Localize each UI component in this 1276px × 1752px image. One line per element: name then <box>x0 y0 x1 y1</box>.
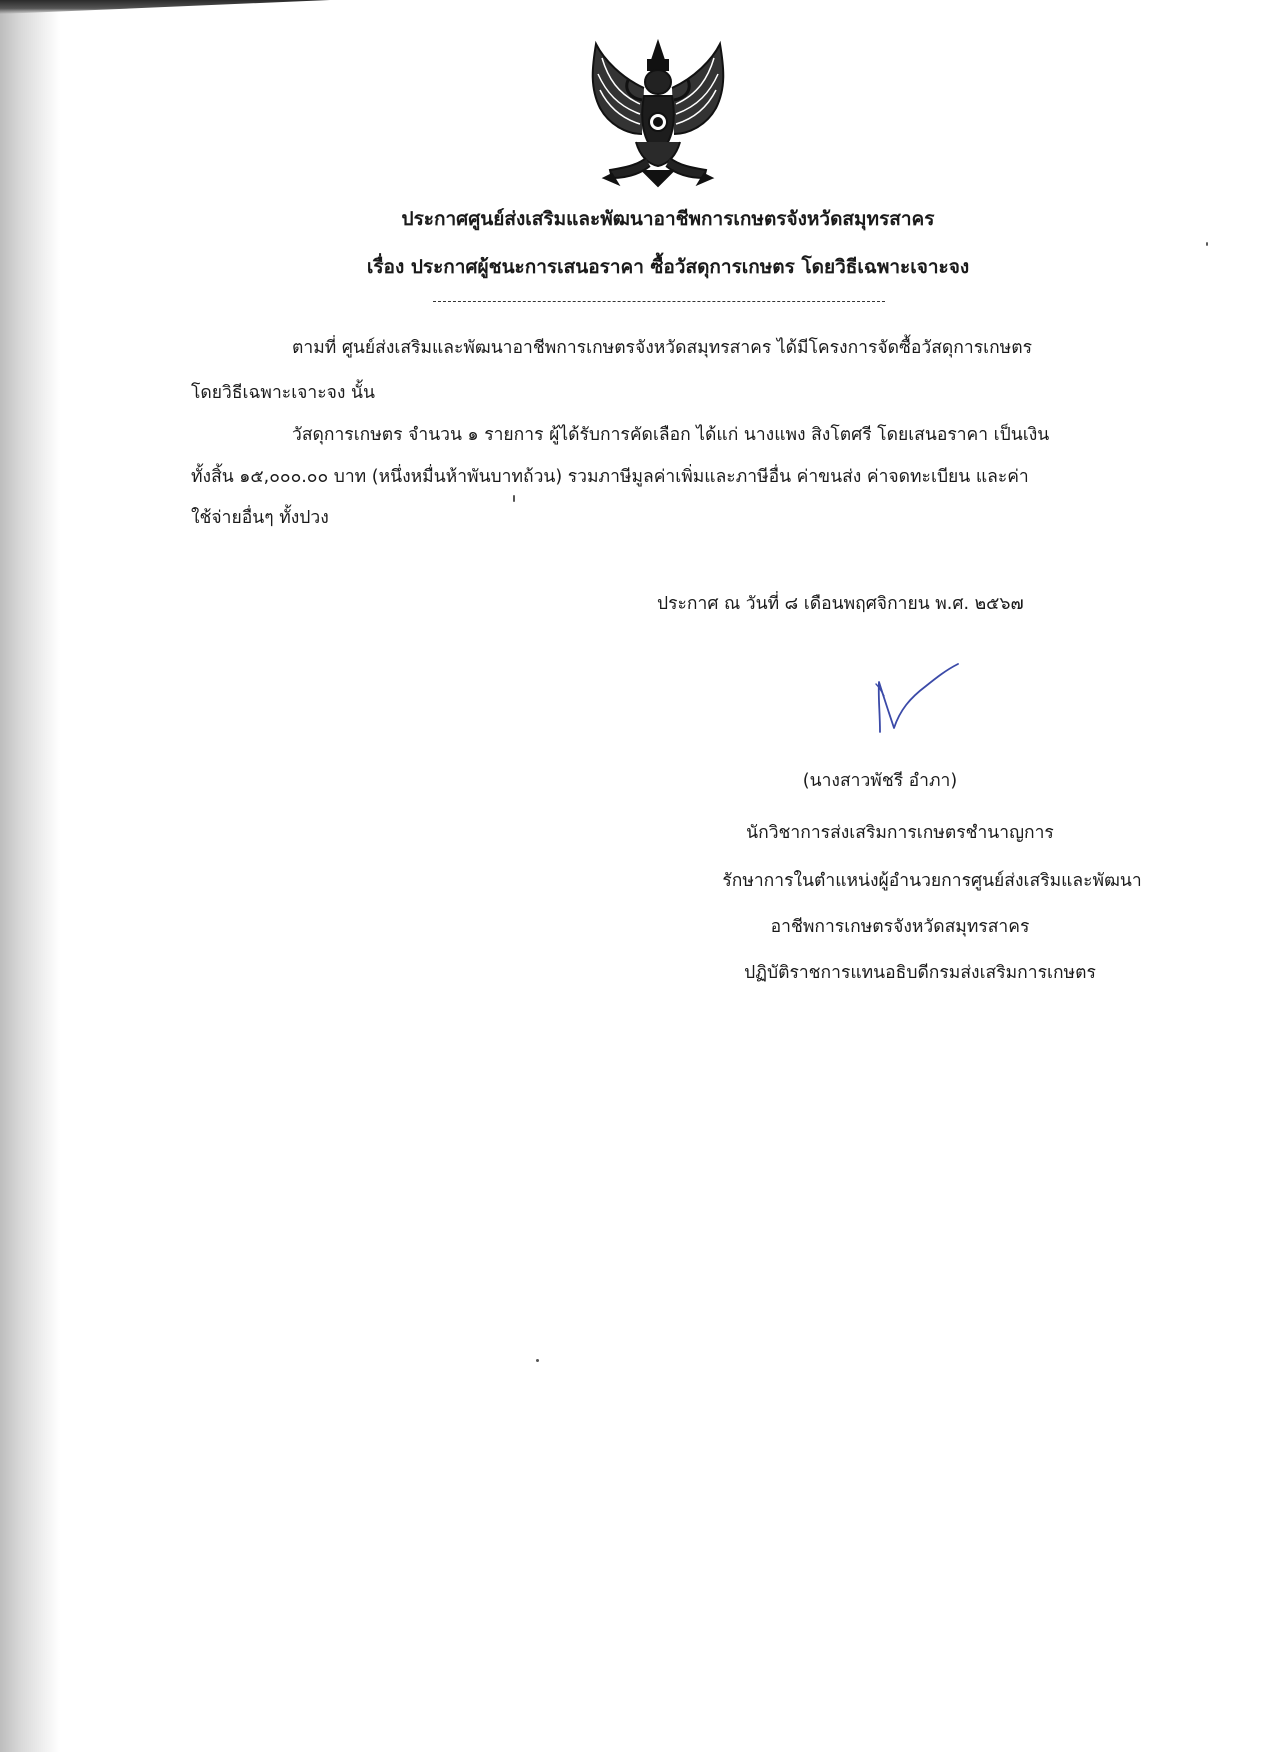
signatory-on-behalf: ปฏิบัติราชการแทนอธิบดีกรมส่งเสริมการเกษตร <box>744 963 1096 983</box>
announcement-date: ประกาศ ณ วันที่ ๘ เดือนพฤศจิกายน พ.ศ. ๒๕๖๗ <box>657 594 1024 614</box>
handwritten-signature <box>872 662 962 734</box>
title-divider <box>433 301 885 302</box>
scan-speck <box>1206 242 1208 246</box>
paragraph-2-line-1: วัสดุการเกษตร จำนวน ๑ รายการ ผู้ได้รับการคัดเลือก ได้แก่ นางแพง สิงโตศรี โดยเสนอราคา เป็นเงิน <box>292 425 1050 445</box>
signatory-acting-line-2: อาชีพการเกษตรจังหวัดสมุทรสาคร <box>770 917 1030 937</box>
scan-corner-fold <box>0 0 330 14</box>
paragraph-2-line-2: ทั้งสิ้น ๑๕,๐๐๐.๐๐ บาท (หนึ่งหมื่นห้าพันบาทถ้วน) รวมภาษีมูลค่าเพิ่มและภาษีอื่น ค่าขนส่ง ค่าจดทะเบียน และค่า <box>191 467 1029 487</box>
signatory-acting-line-1: รักษาการในตำแหน่งผู้อำนวยการศูนย์ส่งเสริมและพัฒนา <box>722 871 1142 891</box>
garuda-emblem-icon <box>582 38 734 188</box>
document-subject: เรื่อง ประกาศผู้ชนะการเสนอราคา ซื้อวัสดุการเกษตร โดยวิธีเฉพาะเจาะจง <box>366 256 970 278</box>
scan-speck <box>513 495 515 502</box>
document-title: ประกาศศูนย์ส่งเสริมและพัฒนาอาชีพการเกษตรจังหวัดสมุทรสาคร <box>401 208 935 230</box>
paragraph-2-line-3: ใช้จ่ายอื่นๆ ทั้งปวง <box>191 508 329 528</box>
paragraph-1-line-2: โดยวิธีเฉพาะเจาะจง นั้น <box>191 383 375 403</box>
scan-speck <box>536 1359 539 1362</box>
paragraph-1-line-1: ตามที่ ศูนย์ส่งเสริมและพัฒนาอาชีพการเกษตรจังหวัดสมุทรสาคร ได้มีโครงการจัดซื้อวัสดุการเกษตร <box>292 338 1032 358</box>
signatory-position: นักวิชาการส่งเสริมการเกษตรชำนาญการ <box>746 823 1054 843</box>
signatory-name: (นางสาวพัชรี อำภา) <box>802 771 958 791</box>
